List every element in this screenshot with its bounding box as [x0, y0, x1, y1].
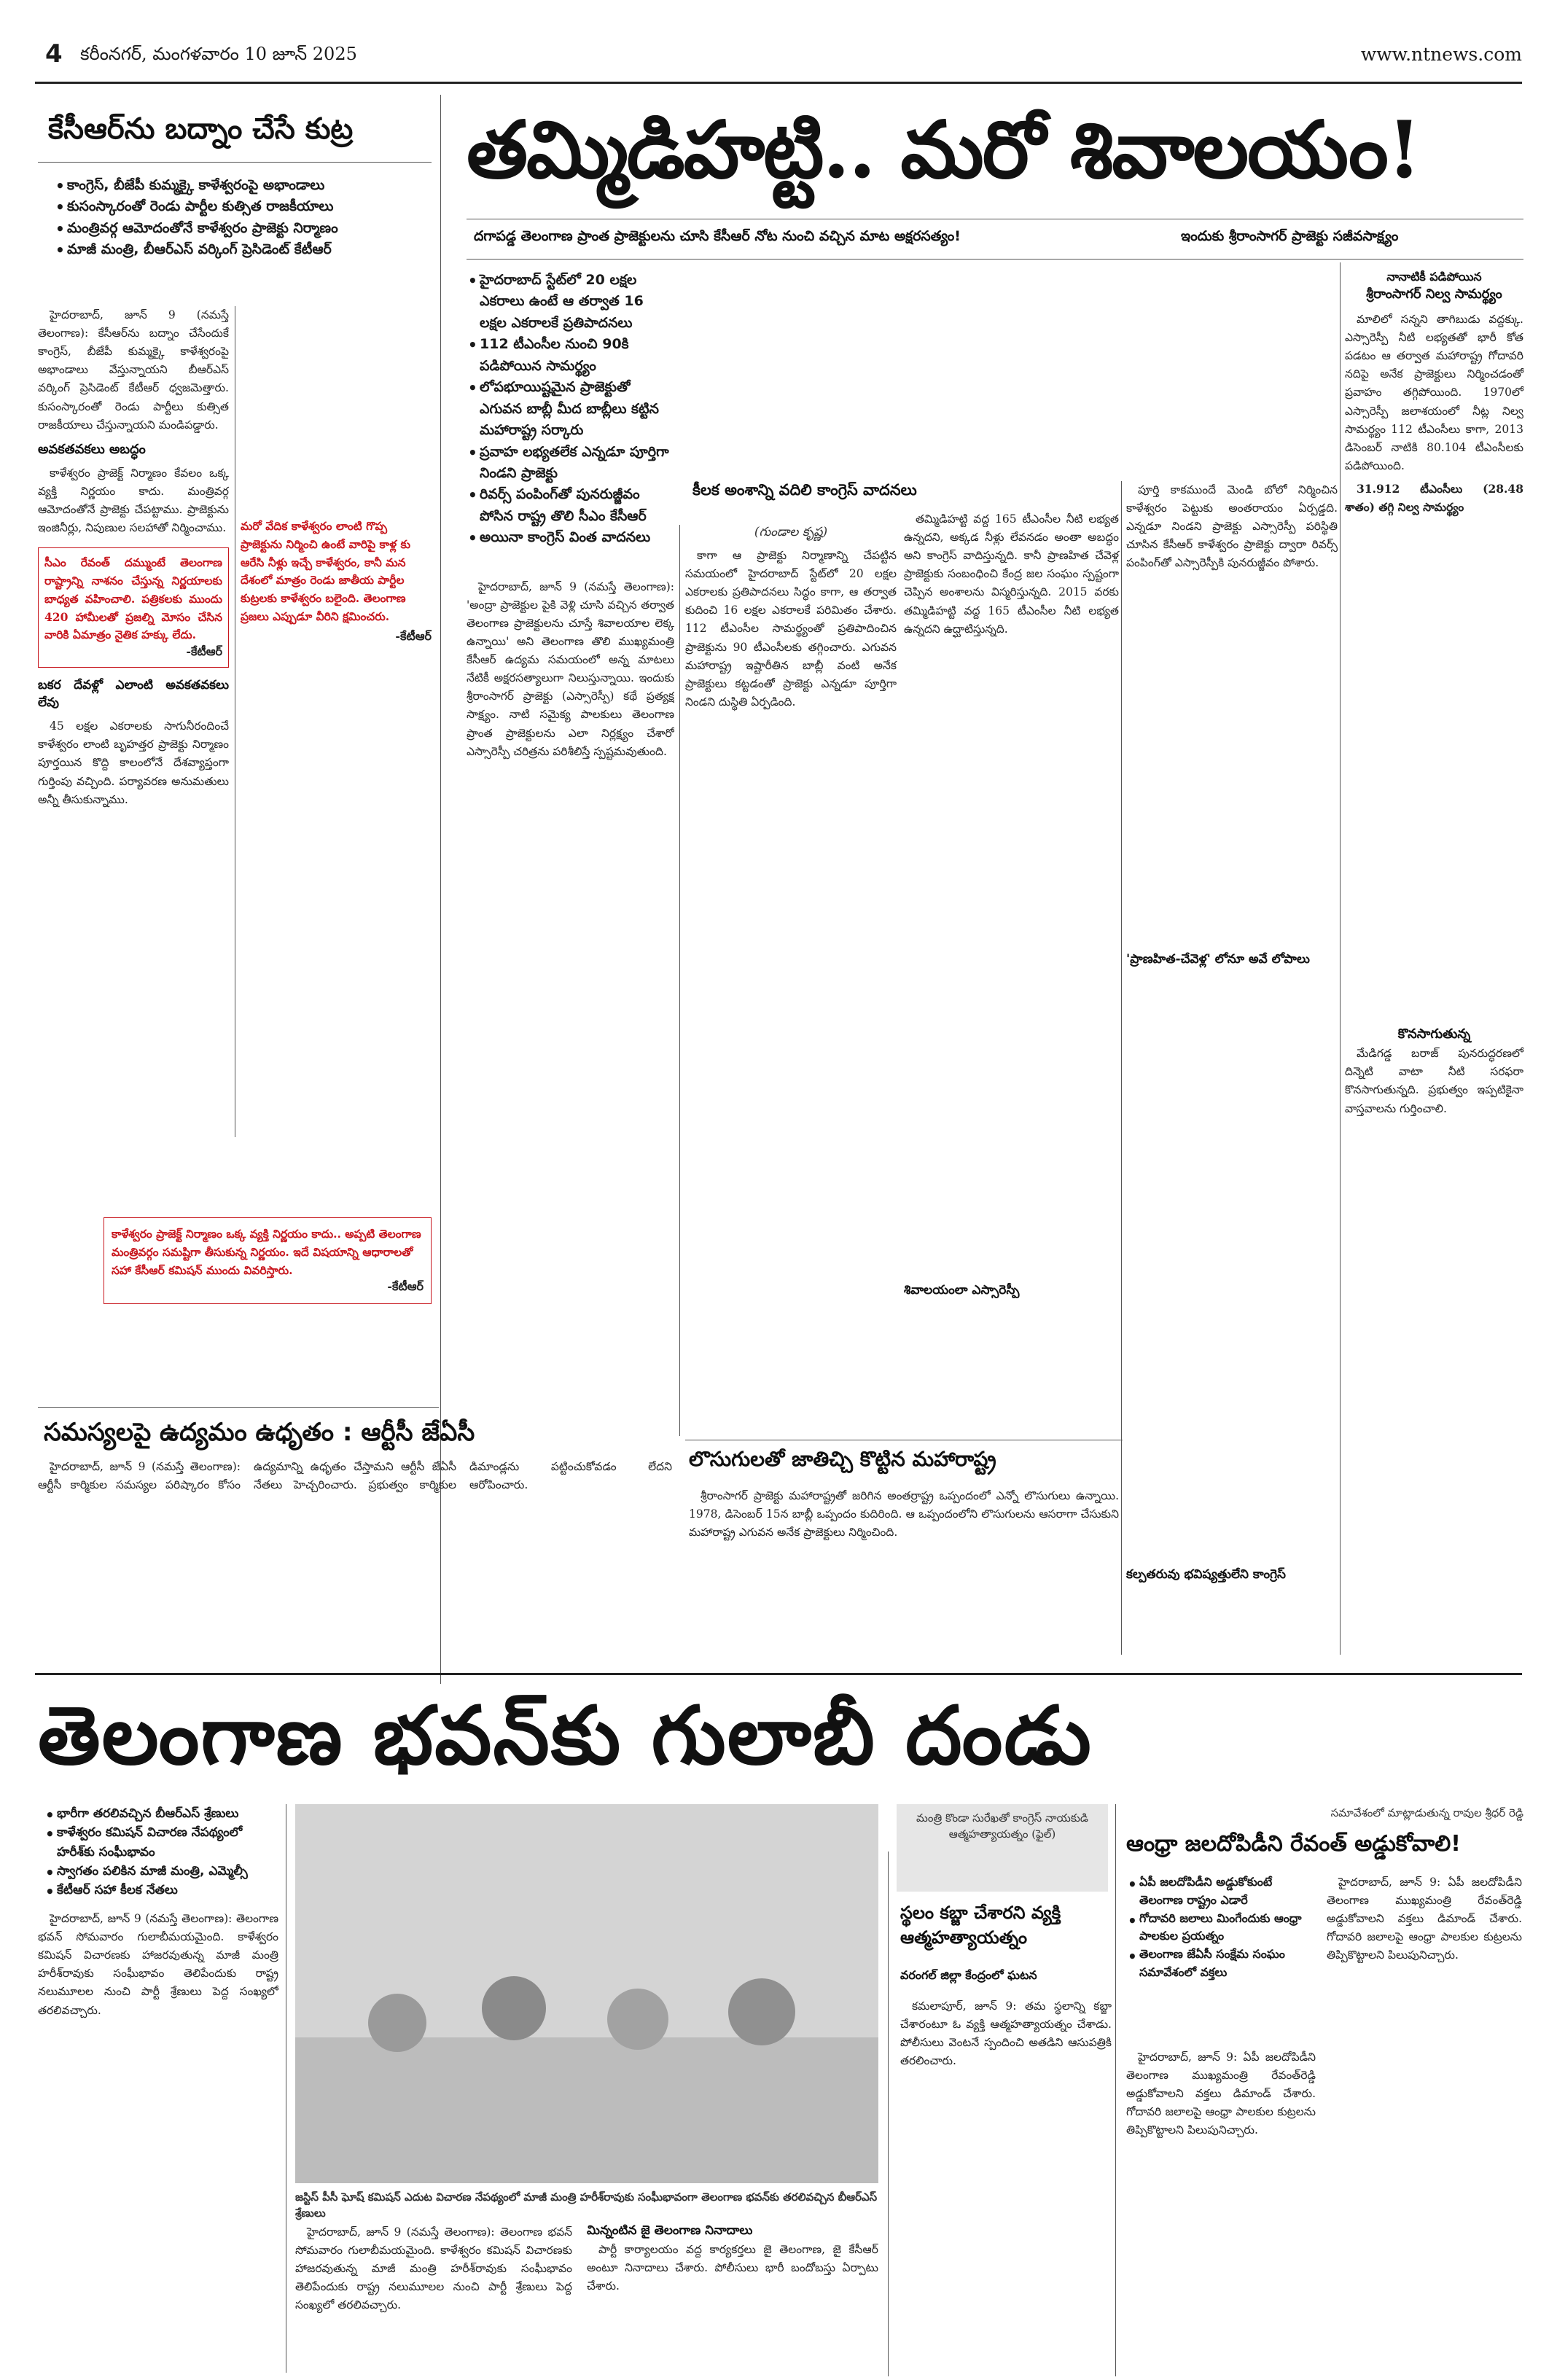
lead-col1: [467, 270, 674, 1436]
kcr-story-body-col1: [38, 306, 229, 1137]
paragraph: పూర్తి కాకముందే మెండి బోలో నిర్మించిన కాళేశ్వరం పెట్టుకు అంతరాయం ఏర్పడ్డది. ఎన్నడూ నిండని ప్రాజెక్టు ఎస్సారెస్పీ పరిస్థితి చూసిన కేసీఆర్ కాళేశ్వరం ప్రాజెక్టు ద్వారా రివర్స్ పంపింగ్‌తో ఎస్సారెస్పీకి పునరుజ్జీవం పోశారు.: [1126, 483, 1338, 570]
bullet-item: • కుసంస్కారంతో రెండు పార్టీల కుత్సిత రాజకీయాలు: [54, 196, 418, 217]
andhra-headline: ఆంధ్రా జలదోపిడీని రేవంత్ అడ్డుకోవాలి!: [1126, 1831, 1461, 1857]
paragraph: కమలాపూర్, జూన్ 9: తమ స్థలాన్ని కబ్జా చేశారంటూ ఓ వ్యక్తి ఆత్మహత్యాయత్నం చేశాడు. పోలీసులు వెంటనే స్పందించి అతడిని ఆసుపత్రికి తరలించారు.: [900, 1999, 1112, 2068]
column-divider: [1121, 481, 1122, 1655]
paragraph: తమ్మిడిహట్టి వద్ద 165 టీఎంసీల నీటి లభ్యత ఉన్నదని, అక్కడ నీళ్లు లేవనడం అంతా అబద్ధం అని కాంగ్రెస్ వాదిస్తున్నది. కానీ ప్రాణహిత చేవెళ్ల ప్రాజెక్టుకు సంబంధించి కేంద్ర జల సంఘం స్పష్టంగా చెప్పిన అంశాలను విస్మరిస్తున్నది. 2015 వరకు తమ్మిడిహట్టి వద్ద 165 టీఎంసీల నీటి లభ్యత ఉన్నదని ఉద్ఘాటిస్తున్నది.: [904, 512, 1119, 636]
subheading: బకర దేవళ్లో ఎలాంటి అవకతవకలు లేవు: [38, 678, 229, 711]
andhra-body: [1126, 2048, 1316, 2373]
header-rule: [35, 82, 1522, 84]
bullet-item: • హైదరాబాద్ స్టేట్‌లో 20 లక్షల ఎకరాలు ఉంటే ఆ తర్వాత 16 లక్షల ఎకరాలకే ప్రతిపాదనలు: [467, 270, 674, 334]
suicide-sub: వరంగల్ జిల్లా కేంద్రంలో ఘటన: [900, 1968, 1037, 1982]
maharashtra-body: [689, 1487, 1119, 1655]
subheading: అవకతవకలు అబద్ధం: [38, 441, 146, 457]
paragraph: హైదరాబాద్, జూన్ 9 (నమస్తే తెలంగాణ): 'అంద్రా ప్రాజెక్టుల పైకి వెళ్లి చూసి వచ్చిన తర్వాత తెలంగాణ ప్రాజెక్టులను చూస్తే శివాలయాల లెక్క ఉన్నాయి' అని తెలంగాణ తొలి ముఖ్యమంత్రి కేసీఆర్ ఉద్యమ సమయంలో అన్న మాటలు నేటికీ అక్షరసత్యాలుగా నిలుస్తున్నాయి. ఇందుకు శ్రీరాంసాగర్ ప్రాజెక్టు (ఎస్సారెస్పీ) కథే ప్రత్యక్ష సాక్ష్యం. నాటి సమైక్య పాలకులు తెలంగాణ ప్రాంత ప్రాజెక్టులను ఎలా నిర్లక్ష్యం చేశారో ఎస్సారెస్పీ చరిత్రను పరిశీలిస్తే స్పష్టమవుతుంది.: [467, 580, 674, 758]
lead-body-col4: [1126, 481, 1338, 573]
kcr-story-bullets: [54, 175, 418, 261]
paragraph: కాళేశ్వరం ప్రాజెక్ట్ నిర్మాణం కేవలం ఒక్క వ్యక్తి నిర్ణయం కాదు. మంత్రివర్గ ఆమోదంతోనే ప్రాజెక్టు చేపట్టాము. ప్రాజెక్టును ఇంజినీర్లు, నిపుణుల సలహాతో నిర్మించాము.: [38, 466, 229, 535]
bullet-item: • మంత్రివర్గ ఆమోదంతోనే కాళేశ్వరం ప్రాజెక్టు నిర్మాణం: [54, 218, 418, 239]
paragraph: శ్రీరాంసాగర్ ప్రాజెక్టు మహారాష్ట్రతో జరిగిన అంతర్రాష్ట్ర ఒప్పందంలో ఎన్నో లొసుగులు ఉన్నాయి. 1978, డిసెంబర్ 15న బాబ్లీ ఒప్పందం కుదిరింది. ఆ ఒప్పందంలోని లొసుగులను ఆసరాగా చేసుకుని మహారాష్ట్ర ఎగువన అనేక ప్రాజెక్టులు నిర్మించింది.: [689, 1489, 1119, 1540]
red-quote: [38, 547, 229, 668]
bullet-item: • అయినా కాంగ్రెస్ వింత వాదనలు: [467, 527, 674, 548]
website-link[interactable]: www.ntnews.com: [1360, 44, 1522, 65]
col5-body2: [1345, 1045, 1523, 1117]
lead-col5: [1345, 270, 1523, 1596]
column-divider: [1340, 262, 1341, 1655]
bhavan-body-3: [587, 2241, 878, 2295]
section-rule: [35, 1673, 1522, 1675]
bullet-item: • కాళేశ్వరం కమిషన్ విచారణ నేపథ్యంలో హరీశ్‌కు సంఘీభావం: [44, 1823, 270, 1862]
lead-rule: [467, 259, 1523, 260]
lead-deck-right: ఇందుకు శ్రీరాంసాగర్ ప్రాజెక్టు సజీవసాక్ష్యం: [1181, 228, 1399, 244]
bhavan-sub: మిన్నంటిన జై తెలంగాణ నినాదాలు: [587, 2223, 753, 2238]
paragraph: మాలిలో సన్నని తాగిబుడు వద్దక్కు. ఎస్సారెస్పీ నీటి లభ్యతతో భారీ కోత పడటం ఆ తర్వాత మహారాష్ట్ర గోదావరి నదిపై అనేక ప్రాజెక్టులు నిర్మించడంతో ప్రవాహం తగ్గిపోయింది. 1970లో ఎస్సారెస్పీ జలాశయంలో నీట్ల నిల్వ సామర్థ్యం 112 టీఎంసీలు కాగా, 2013 డిసెంబర్ నాటికి 80.104 టీఎంసీలకు పడిపోయింది.: [1345, 313, 1523, 472]
lead-body-col3: [904, 510, 1119, 639]
lead-bullets: [467, 270, 674, 549]
rtc-headline: సమస్యలపై ఉద్యమం ఉధృతం : ఆర్టీసీ జేఏసీ: [44, 1418, 475, 1447]
bullet-item: • ఏపీ జలదోపిడీని అడ్డుకోకుంటే తెలంగాణ రాష్ట్రం ఎడారే: [1126, 1873, 1316, 1910]
lead-col4-sub1: 'ప్రాణహిత-చేవెళ్ల' లోనూ అవే లోపాలు: [1126, 951, 1310, 967]
bhavan-body: [38, 1910, 278, 2376]
lead-body-col2: [685, 547, 897, 711]
rtc-body: [38, 1458, 672, 1662]
paragraph: 45 లక్షల ఎకరాలకు సాగునీరందించే కాళేశ్వరం లాంటి బృహత్తర ప్రాజెక్టు నిర్మాణం పూర్తయిన కొద్ది కాలంలోనే దేశవ్యాప్తంగా గుర్తింపు వచ్చింది. పర్యావరణ అనుమతులు అన్నీ తీసుకున్నాము.: [38, 719, 229, 806]
paragraph: హైదరాబాద్, జూన్ 9: ఏపీ జలదోపిడీని తెలంగాణ ముఖ్యమంత్రి రేవంత్‌రెడ్డి అడ్డుకోవాలని వక్తలు డిమాండ్ చేశారు. గోదావరి జలాలపై ఆంధ్రా పాలకుల కుట్రలను తిప్పికొట్టాలని పిలుపునిచ్చారు.: [1126, 2051, 1316, 2137]
bhavan-bullets: [44, 1804, 270, 1900]
bhavan-col3: [587, 2223, 878, 2373]
kcr-story-headline: కేసీఆర్‌ను బద్నాం చేసే కుట్ర: [48, 112, 354, 146]
column-divider: [679, 525, 680, 1436]
bullet-item: • కేటీఆర్ సహా కీలక నేతలు: [44, 1881, 270, 1900]
column-divider: [888, 1852, 889, 2376]
kcr-story: [38, 95, 432, 1389]
kcr-red-box: [104, 1217, 432, 1304]
andhra-kicker: సమావేశంలో మాట్లాడుతున్న రావుల శ్రీధర్ రెడ్డి: [1330, 1806, 1523, 1819]
red-quote-byline: -కేటీఆర్: [186, 644, 222, 659]
bullet-item: • లోపభూయిష్టమైన ప్రాజెక్టుతో ఎగువన బాబ్లీ మీద బాబ్లీలు కట్టిన మహారాష్ట్ర సర్కారు: [467, 377, 674, 441]
bullet-item: • ప్రవాహ లభ్యతలేక ఎన్నడూ పూర్తిగా నిండని ప్రాజెక్టు: [467, 442, 674, 485]
lead-col3-title: కీలక అంశాన్ని వదిలి కాంగ్రెస్ వాదనలు: [692, 481, 917, 499]
page-number: 4: [45, 39, 63, 69]
bhavan-body-2: [295, 2223, 572, 2373]
bullet-item: • మాజీ మంత్రి, బీఆర్‌ఎస్ వర్కింగ్ ప్రెసిడెంట్ కేటీఆర్: [54, 239, 418, 260]
andhra-bullets: [1126, 1873, 1316, 1982]
paragraph: హైదరాబాద్, జూన్ 9 (నమస్తే తెలంగాణ): ఆర్టీసీ కార్మికుల సమస్యల పరిష్కారం కోసం ఉద్యమాన్ని ఉధృతం చేస్తామని ఆర్టీసీ జేఏసీ నేతలు హెచ్చరించారు. ప్రభుత్వం కార్మికుల డిమాండ్లను పట్టించుకోవడం లేదని ఆరోపించారు.: [38, 1460, 672, 1492]
col5-title: శ్రీరాంసాగర్ నిల్వ సామర్థ్యం: [1366, 286, 1502, 302]
maharashtra-headline: లొసుగులతో జాతిచ్చి కొట్టిన మహారాష్ట్ర: [689, 1447, 996, 1471]
col5-sub: కొనసాగుతున్న: [1397, 1026, 1471, 1042]
lead-byline: (గుండాల కృష్ణ): [754, 525, 828, 539]
paragraph: హైదరాబాద్, జూన్ 9 (నమస్తే తెలంగాణ): తెలంగాణ భవన్ సోమవారం గులాబీమయమైంది. కాళేశ్వరం కమిషన్ విచారణకు హాజరవుతున్న మాజీ మంత్రి హరీశ్‌రావుకు సంఘీభావం తెలిపేందుకు రాష్ట్ర నలుమూలల నుంచి పార్టీ శ్రేణులు పెద్ద సంఖ్యలో తరలివచ్చారు.: [38, 1912, 278, 2017]
andhra-body-col2: [1327, 1873, 1522, 2373]
lead-col2: [685, 525, 897, 1436]
suicide-photo: [897, 1804, 1108, 1892]
lead-col4-sub3: కల్పతరువు భవిష్యత్తులేని కాంగ్రెస్: [1126, 1567, 1286, 1582]
suicide-kicker: మంత్రి కొండా సురేఖతో కాంగ్రెస్ నాయకుడి ఆత్మహత్యాయత్నం (ఫైల్): [916, 1811, 1088, 1841]
bullet-item: • గోదావరి జలాలు మింగేందుకు ఆంధ్రా పాలకుల ప్రయత్నం: [1126, 1910, 1316, 1946]
red-box-text: కాళేశ్వరం ప్రాజెక్ట్ నిర్మాణం ఒక్క వ్యక్తి నిర్ణయం కాదు.. అప్పటి తెలంగాణ మంత్రివర్గం సమష్టిగా తీసుకున్న నిర్ణయం. ఇదే విషయాన్ని ఆధారాలతో సహా కేసీఆర్ కమిషన్ ముందు వివరిస్తారు.: [112, 1227, 421, 1277]
dateline: కరీంనగర్, మంగళవారం 10 జూన్ 2025: [80, 44, 357, 64]
bullet-item: • తెలంగాణ జేఏసీ సంక్షేమ సంఘం సమావేశంలో వక్తలు: [1126, 1946, 1316, 1982]
col5-stat: 31.912 టీఎంసీలు (28.48 శాతం) తగ్గి నిల్వ సామర్థ్యం: [1345, 481, 1523, 515]
column-divider: [1115, 1804, 1116, 2376]
lead-headline: తమ్మిడిహట్టి.. మరో శివాలయం!: [467, 104, 1421, 196]
divider: [38, 1407, 439, 1408]
bhavan-photo: [295, 1804, 878, 2183]
bullet-item: • రివర్స్ పంపింగ్‌తో పునరుజ్జీవం పోసిన రాష్ట్ర తొలి సీఎం కేసీఆర్: [467, 484, 674, 527]
col5-body: [1345, 311, 1523, 516]
paragraph: మేడిగడ్డ బరాజ్ పునరుద్ధరణలో దిన్నెటి వాటా నీటి సరఫరా కొనసాగుతున్నది. ప్రభుత్వం ఇప్పటికైనా వాస్తవాలను గుర్తించాలి.: [1345, 1047, 1523, 1115]
lead-col4-sub2: శివాలయంలా ఎస్సారెస్పీ: [904, 1283, 1020, 1298]
bhavan-headline: తెలంగాణ భవన్‌కు గులాబీ దండు: [38, 1688, 1093, 1782]
divider: [38, 162, 432, 163]
aside-byline: -కేటీఆర్: [395, 628, 432, 643]
lead-col4: [1126, 481, 1338, 1502]
kcr-aside-red: [241, 518, 432, 646]
paragraph: పార్టీ కార్యాలయం వద్ద కార్యకర్తలు జై తెలంగాణ, జై కేసీఆర్ అంటూ నినాదాలు చేశారు. పోలీసులు భారీ బందోబస్తు ఏర్పాటు చేశారు.: [587, 2243, 878, 2293]
bullet-item: • కాంగ్రెస్, బీజేపీ కుమ్మక్కై కాళేశ్వరంపై అభాండాలు: [54, 175, 418, 196]
red-box-byline: -కేటీఆర్: [387, 1279, 424, 1294]
bullet-item: • 112 టీఎంసీల నుంచి 90కి పడిపోయిన సామర్థ్యం: [467, 334, 674, 377]
suicide-body: [900, 1997, 1112, 2373]
red-quote-text: సీఎం రేవంత్ దమ్ముంటే తెలంగాణ రాష్ట్రాన్ని నాశనం చేస్తున్న నిర్ణయాలకు బాధ్యత వహించాలి. పత్రికలకు ముందు 420 హామీలతో ప్రజల్ని మోసం చేసిన వారికి ఏమాత్రం నైతిక హక్కు లేదు.: [44, 555, 222, 642]
paragraph: కాగా ఆ ప్రాజెక్టు నిర్మాణాన్ని చేపట్టిన సమయంలో హైదరాబాద్ స్టేట్‌లో 20 లక్షల ఎకరాలకు ప్రతిపాదనలు సిద్ధం కాగా, ఆ తర్వాత కుదించి 16 లక్షల ఎకరాలకే పరిమితం చేశారు. 112 టీఎంసీల సామర్థ్యంతో ప్రతిపాదించిన ప్రాజెక్టును 90 టీఎంసీలకు తగ్గించారు. ఎగువన మహారాష్ట్ర ఇష్టారీతిన బాబ్లీ వంటి అనేక ప్రాజెక్టులు కట్టడంతో ప్రాజెక్టు ఎన్నడూ పూర్తిగా నిండని దుస్థితి ఏర్పడింది.: [685, 549, 897, 709]
bhavan-photo-caption: జస్టిస్ పీసీ ఘోష్ కమిషన్ ఎదుట విచారణ నేపథ్యంలో మాజీ మంత్రి హరీశ్‌రావుకు సంఘీభావంగా తెలంగాణ భవన్‌కు తరలివచ్చిన బీఆర్‌ఎస్ శ్రేణులు: [295, 2190, 878, 2220]
paragraph: హైదరాబాద్, జూన్ 9: ఏపీ జలదోపిడీని తెలంగాణ ముఖ్యమంత్రి రేవంత్‌రెడ్డి అడ్డుకోవాలని వక్తలు డిమాండ్ చేశారు. గోదావరి జలాలపై ఆంధ్రా పాలకుల కుట్రలను తిప్పికొట్టాలని పిలుపునిచ్చారు.: [1327, 1876, 1522, 1962]
col5-kicker: నానాటికీ పడిపోయిన: [1386, 270, 1482, 284]
lead-body-col1: [467, 578, 674, 1307]
suicide-headline: స్థలం కబ్జా చేశారని వ్యక్తి ఆత్మహత్యాయత్నం: [900, 1903, 1061, 1948]
crowd-photo-placeholder: [295, 1804, 878, 2183]
aside-text: మరో వేదిక కాళేశ్వరం లాంటి గొప్ప ప్రాజెక్టును నిర్మించి ఉంటే వారిపై కాళ్ల కు ఆరేసి నీళ్లు ఇచ్చే కాళేశ్వరం, కానీ మన దేశంలో మాత్రం రెండు జాతీయ పార్టీల కుట్రలకు కాళేశ్వరం బలైంది. తెలంగాణ ప్రజలు ఎప్పుడూ వీరిని క్షమించరు.: [241, 519, 410, 623]
lead-deck-left: దగాపడ్డ తెలంగాణ ప్రాంత ప్రాజెక్టులను చూసి కేసీఆర్ నోట నుంచి వచ్చిన మాట అక్షరసత్యం!: [474, 228, 961, 244]
bullet-item: • భారీగా తరలివచ్చిన బీఆర్‌ఎస్ శ్రేణులు: [44, 1804, 270, 1823]
bullet-item: • స్వాగతం పలికిన మాజీ మంత్రి, ఎమ్మెల్సీ: [44, 1862, 270, 1881]
paragraph: హైదరాబాద్, జూన్ 9 (నమస్తే తెలంగాణ): తెలంగాణ భవన్ సోమవారం గులాబీమయమైంది. కాళేశ్వరం కమిషన్ విచారణకు హాజరవుతున్న మాజీ మంత్రి హరీశ్‌రావుకు సంఘీభావం తెలిపేందుకు రాష్ట్ర నలుమూలల నుంచి పార్టీ శ్రేణులు పెద్ద సంఖ్యలో తరలివచ్చారు.: [295, 2225, 572, 2312]
paragraph: హైదరాబాద్, జూన్ 9 (నమస్తే తెలంగాణ): కేసీఆర్‌ను బద్నాం చేసేందుకే కాంగ్రెస్, బీజేపీ కుమ్మక్కై కాళేశ్వరంపై అభాండాలు వేస్తున్నాయని బీఆర్‌ఎస్ వర్కింగ్ ప్రెసిడెంట్ కేటీఆర్ ధ్వజమెత్తారు. కుసంస్కారంతో రెండు పార్టీలు కుత్సిత రాజకీయాలు చేస్తున్నాయని మండిపడ్డారు.: [38, 308, 229, 432]
